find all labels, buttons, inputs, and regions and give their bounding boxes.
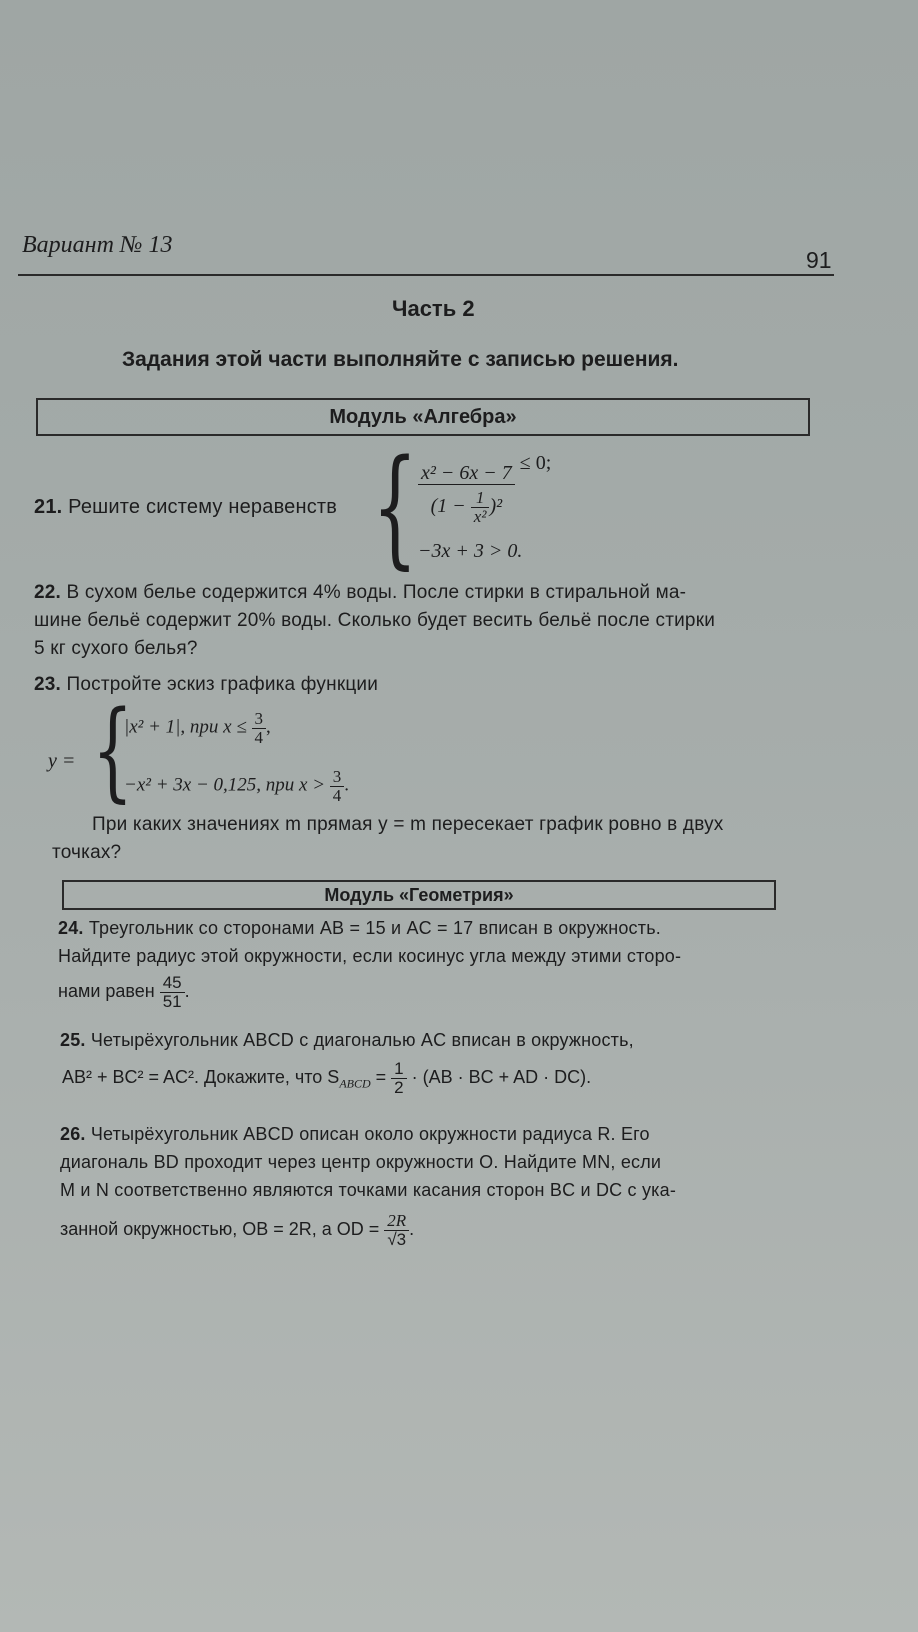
task-26-fraction-den: √3: [387, 1229, 407, 1249]
task-21-inequality-2: −3x + 3 > 0.: [418, 540, 523, 562]
task-25-text-1: Четырёхугольник ABCD с диагональю AC вписан в окружность,: [90, 1030, 634, 1050]
task-22-text-1: В сухом белье содержится 4% воды. После стирки в стиральной ма-: [66, 582, 687, 603]
task-24-fraction-den: 51: [162, 991, 182, 1011]
task-26-end: .: [409, 1219, 415, 1240]
task-25-fraction-den: 2: [394, 1077, 404, 1097]
task-24-line-2: Найдите радиус этой окружности, если косинус угла между этими сторо-: [58, 946, 682, 966]
module-algebra-label: Модуль «Алгебра»: [329, 406, 517, 428]
task-26-line-1: [60, 1124, 650, 1145]
task-25-text-2b: =: [370, 1067, 392, 1088]
task-24-line-1: [58, 918, 661, 939]
task-23-number: 23.: [34, 674, 62, 695]
task-23-prompt: [34, 674, 378, 696]
task-24-number: 24.: [58, 918, 84, 938]
task-23-case1-fd: 4: [254, 727, 264, 747]
task-21-ineq1-numerator: x² − 6x − 7: [418, 463, 515, 485]
task-23-case2-text: −x² + 3x − 0,125, при x >: [124, 774, 330, 796]
header-rule: [18, 274, 834, 276]
task-26-line-2: диагональ BD проходит через центр окружности O. Найдите MN, если: [60, 1152, 662, 1172]
page-number: 91: [806, 247, 832, 273]
task-21-ineq1-den-fn: 1: [471, 489, 490, 508]
task-23-case1-fn: 3: [252, 710, 267, 729]
task-23-y-equals: y =: [48, 750, 76, 772]
task-23-case2-end: .: [344, 774, 350, 796]
part-title: Часть 2: [392, 296, 475, 321]
task-25-line-1: [60, 1030, 634, 1051]
task-22-line-3: 5 кг сухого белья?: [34, 638, 198, 659]
task-25-line-2: [62, 1060, 591, 1097]
task-26-text-4: занной окружностью, OB = 2R, а OD =: [60, 1219, 385, 1240]
task-23-case-2: [124, 768, 349, 805]
task-22-line-1: [34, 582, 686, 604]
task-21-text: Решите систему неравенств: [68, 496, 338, 518]
task-23-brace: {: [92, 687, 134, 813]
task-21-brace: {: [372, 432, 418, 582]
task-25-text-2c: · (AB · BC + AD · DC).: [406, 1067, 592, 1088]
task-21-ineq1-den-fd: x²: [473, 506, 487, 526]
task-23-case1-text: |x² + 1|, при x ≤: [124, 716, 252, 738]
task-24-end: .: [184, 981, 190, 1002]
task-25-text-2a: AB² + BC² = AC². Докажите, что S: [62, 1067, 340, 1088]
task-22-number: 22.: [34, 582, 62, 603]
task-24-text-1: Треугольник со сторонами AB = 15 и AC = 17 вписан в окружность.: [88, 918, 661, 938]
task-26-line-3: M и N соответственно являются точками касания сторон BC и DC с ука-: [60, 1180, 677, 1200]
task-23-case2-fd: 4: [332, 785, 342, 805]
task-23-case1-end: ,: [266, 716, 271, 738]
task-25-subscript: ABCD: [339, 1076, 371, 1091]
task-23-question-2: точках?: [52, 842, 122, 863]
task-26-line-4: [60, 1212, 414, 1249]
task-23-text: Постройте эскиз графика функции: [66, 674, 379, 695]
task-23-case2-fn: 3: [330, 768, 345, 787]
task-26-fraction-num: 2R: [384, 1212, 409, 1231]
task-25-number: 25.: [60, 1030, 86, 1050]
module-geometry-label: Модуль «Геометрия»: [324, 885, 514, 905]
variant-title: Вариант № 13: [22, 232, 173, 258]
task-21-ineq1-den-open: (1 −: [430, 495, 471, 517]
task-23-question-1: При каких значениях m прямая y = m пересекает график ровно в двух: [92, 814, 724, 835]
task-23-case-1: [124, 710, 271, 747]
task-26-number: 26.: [60, 1124, 86, 1144]
task-21-ineq1-den-close: )²: [489, 495, 503, 517]
task-21-number: 21.: [34, 496, 63, 518]
task-26-text-1: Четырёхугольник ABCD описан около окружности радиуса R. Его: [90, 1124, 650, 1144]
task-24-text-3: нами равен: [58, 981, 160, 1002]
task-21-ineq1-relation: ≤ 0;: [519, 452, 552, 474]
task-24-fraction-num: 45: [160, 974, 185, 993]
task-22-line-2: шине бельё содержит 20% воды. Сколько будет весить бельё после стирки: [34, 610, 716, 631]
task-25-fraction-num: 1: [391, 1060, 406, 1079]
task-24-line-3: [58, 974, 190, 1011]
module-algebra-header: [36, 398, 810, 436]
task-21-prompt: [34, 496, 337, 519]
task-21-inequality-1: [418, 452, 551, 526]
part-instruction: Задания этой части выполняйте с записью решения.: [122, 348, 679, 371]
module-geometry-header: [62, 880, 776, 910]
